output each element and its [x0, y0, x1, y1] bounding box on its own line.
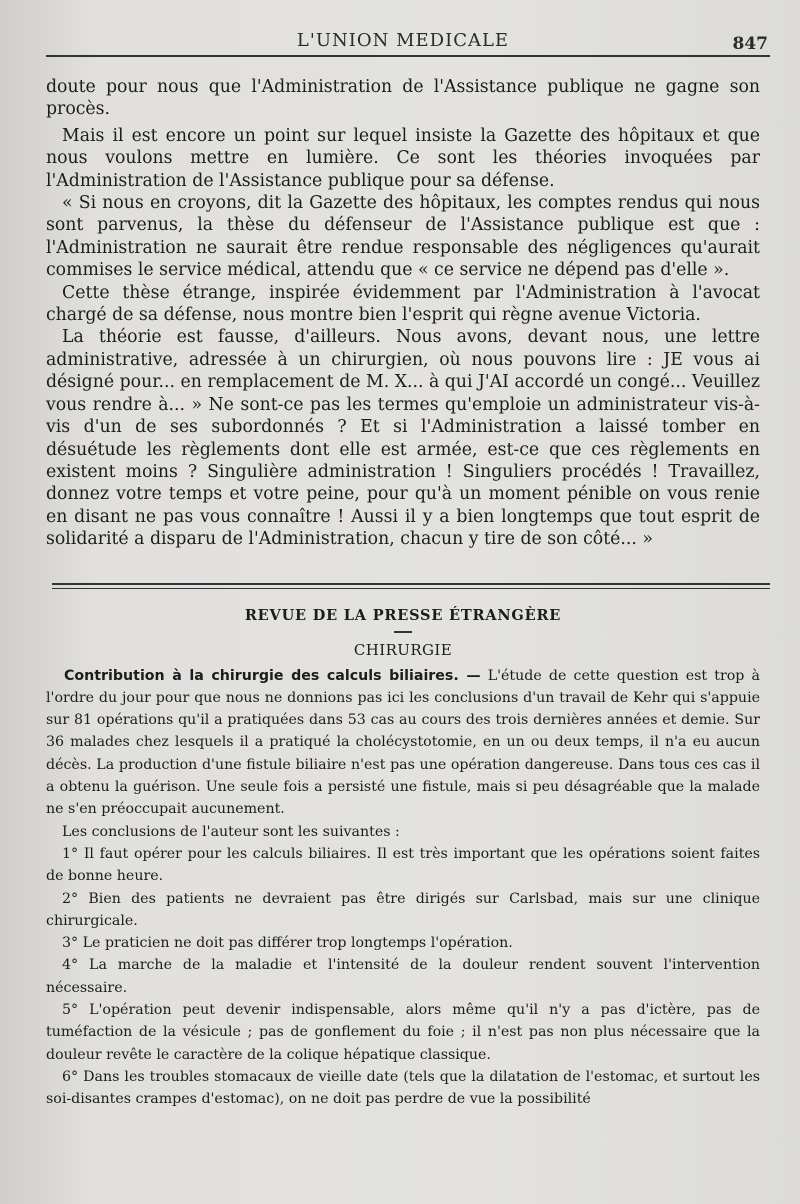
conclusion-2: 2° Bien des patients ne devraient pas être dirigés sur Carlsbad, mais sur une clinique chirurgicale. — [46, 890, 760, 929]
conclusion-3: 3° Le praticien ne doit pas différer trop longtemps l'opération. — [62, 935, 513, 952]
journal-title: L'UNION MEDICALE — [296, 30, 510, 51]
review-article — [46, 665, 760, 1111]
paragraph-1: doute pour nous que l'Administration de l'Assistance publique ne gagne son procès. — [46, 77, 760, 120]
conclusions-intro: Les conclusions de l'auteur sont les suivantes : — [62, 823, 400, 840]
article-title: Contribution à la chirurgie des calculs biliaires. — — [64, 667, 481, 684]
article-intro: L'étude de cette question est trop à l'ordre du jour pour que nous ne donnions pas ici les conclusions d'un travail de Kehr qui s'appuie sur 81 opérations qu'il a pratiquées dans 53 cas au cours des trois dernières années et demie. Sur 36 malades chez lesquels il a pratiqué la cholécystotomie, en un ou deux temps, il n'a eu aucun décès. La production d'une fistule biliaire n'est pas une opération dangereuse. Dans tous ces cas il a obtenu la guérison. Une seule fois a persisté une fistule, mais si peu désagréable que la malade ne s'en préoccupait aucunement. — [46, 667, 760, 818]
section-title: REVUE DE LA PRESSE ÉTRANGÈRE — [244, 606, 562, 624]
paragraph-3: « Si nous en croyons, dit la Gazette des hôpitaux, les comptes rendus qui nous sont parvenus, la thèse du défenseur de l'Assistance publique est que : l'Administration ne saurait être rendue responsable des négligences qu'aurait commises le service médical, attendu que « ce service ne dépend pas d'elle ». — [46, 193, 760, 281]
header-rule — [46, 55, 770, 57]
page-number: 847 — [732, 34, 768, 54]
paragraph-5: La théorie est fausse, d'ailleurs. Nous avons, devant nous, une lettre administrative, adressée à un chirurgien, où nous pouvons lire : JE vous ai désigné pour... en remplacement de M. X... à qui J'AI accordé un congé... Veuillez vous rendre à... » Ne sont-ce pas les termes qu'emploie un administrateur vis-à-vis d'un de ses subordonnés ? Et si l'Administration a laissé tomber en désuétude les règlements dont elle est armée, est-ce que ces règlements en existent moins ? Singulière administration ! Singuliers procédés ! Travaillez, donnez votre temps et votre peine, pour qu'à un moment pénible on vous renie en disant ne pas vous connaître ! Aussi il y a bien longtemps que tout esprit de solidarité a disparu de l'Administration, chacun y tire de son côté... » — [46, 327, 760, 550]
section-title-rule — [394, 631, 412, 633]
article-lead — [46, 665, 760, 821]
paragraph-2: Mais il est encore un point sur lequel insiste la Gazette des hôpitaux et que nous voulons mettre en lumière. Ce sont les théories invoquées par l'Administration de l'Assistance publique pour sa défense. — [46, 125, 760, 191]
section-divider — [52, 583, 770, 589]
editorial-text — [46, 76, 760, 551]
running-head — [46, 0, 768, 62]
conclusion-1: 1° Il faut opérer pour les calculs biliaires. Il est très important que les opérations soient faites de bonne heure. — [46, 845, 760, 885]
conclusion-5: 5° L'opération peut devenir indispensable, alors même qu'il n'y a pas d'ictère, pas de tuméfaction de la vésicule ; pas de gonflement du foie ; il n'est pas non plus nécessaire que la douleur revête le caractère de la colique hépatique classique. — [46, 1001, 760, 1063]
conclusion-6: 6° Dans les troubles stomacaux de vieille date (tels que la dilatation de l'estomac, et surtout les soi-disantes crampes d'estomac), on ne doit pas perdre de vue la possibilité — [46, 1068, 760, 1108]
paragraph-4: Cette thèse étrange, inspirée évidemment par l'Administration à l'avocat chargé de sa défense, nous montre bien l'esprit qui règne avenue Victoria. — [46, 282, 760, 326]
subsection-title: CHIRURGIE — [353, 640, 453, 659]
conclusion-4: 4° La marche de la maladie et l'intensité de la douleur rendent souvent l'intervention nécessaire. — [46, 957, 760, 996]
